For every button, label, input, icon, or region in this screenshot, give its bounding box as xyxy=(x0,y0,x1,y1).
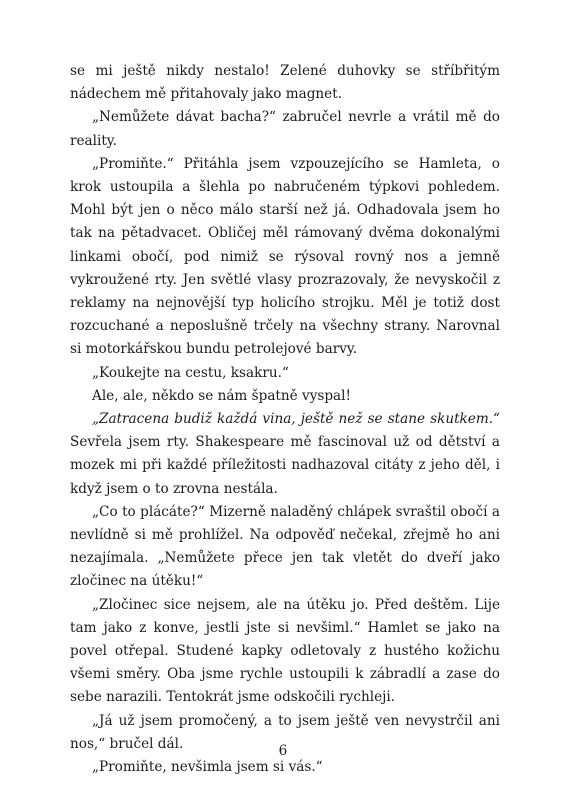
paragraph-6 xyxy=(70,408,500,501)
paragraph-4: „Koukejte na cestu, ksakru.“ xyxy=(92,364,289,381)
paragraph-10: „Promiňte, nevšimla jsem si vás.“ xyxy=(92,759,323,776)
paragraph-3: „Promiňte.“ Přitáhla jsem vzpouzejícího se Hamleta, o krok ustoupila a šlehla po nabručeném týpkovi pohledem. Mohl být jen o něco málo starší než já. Odhadovala jsem ho tak na pětadvacet. Obličej měl rámovaný dvěma dokonalými linkami obočí, pod nimiž se rýsoval rovný nos a jemně vykroužené rty. Jen světlé vlasy prozrazovaly, že nevyskočil z reklamy na nejnovější typ holicího strojku. Měl je totiž dost rozcuchané a neposlušně trčely na všechny strany. Narovnal si motorkářskou bundu petrolejové barvy. xyxy=(70,155,500,358)
body-text xyxy=(70,60,500,779)
paragraph-5: Ale, ale, někdo se nám špatně vyspal! xyxy=(92,387,351,404)
page-number: 6 xyxy=(278,743,288,759)
paragraph-6-text: Sevřela jsem rty. Shakespeare mě fascinoval už od dětství a mozek mi při každé příležitosti nadhazoval citáty z jeho děl, i když jsem o to zrovna nestála. xyxy=(70,434,500,497)
paragraph-7: „Co to plácáte?“ Mizerně naladěný chlápek svraštil obočí a nevlídně si mě prohlížel. Na odpověď nečekal, zřejmě ho ani nezajímala. „Nemůžete přece jen tak vletět do dveří jako zločinec na útěku!“ xyxy=(70,503,500,590)
paragraph-8: „Zločinec sice nejsem, ale na útěku jo. Před deštěm. Lije tam jako z konve, jestli jste si nevšiml.“ Hamlet se jako na povel otřepal. Studené kapky odletovaly z hustého kožichu všemi směry. Oba jsme rychle ustoupili k zábradlí a zase do sebe narazili. Tentokrát jsme odskočili rychleji. xyxy=(70,596,500,706)
paragraph-2: „Nemůžete dávat bacha?“ zabručel nevrle a vrátil mě do reality. xyxy=(70,109,500,149)
paragraph-9: „Já už jsem promočený, a to jsem ještě ven nevystrčil ani nos,“ bručel dál. xyxy=(70,712,500,752)
shakespeare-quote: „Zatracena budiž každá vina, ještě než se stane skutkem.“ xyxy=(92,411,500,428)
paragraph-1: se mi ještě nikdy nestalo! Zelené duhovky se stříbřitým nádechem mě přitahovaly jako magnet. xyxy=(70,63,500,103)
